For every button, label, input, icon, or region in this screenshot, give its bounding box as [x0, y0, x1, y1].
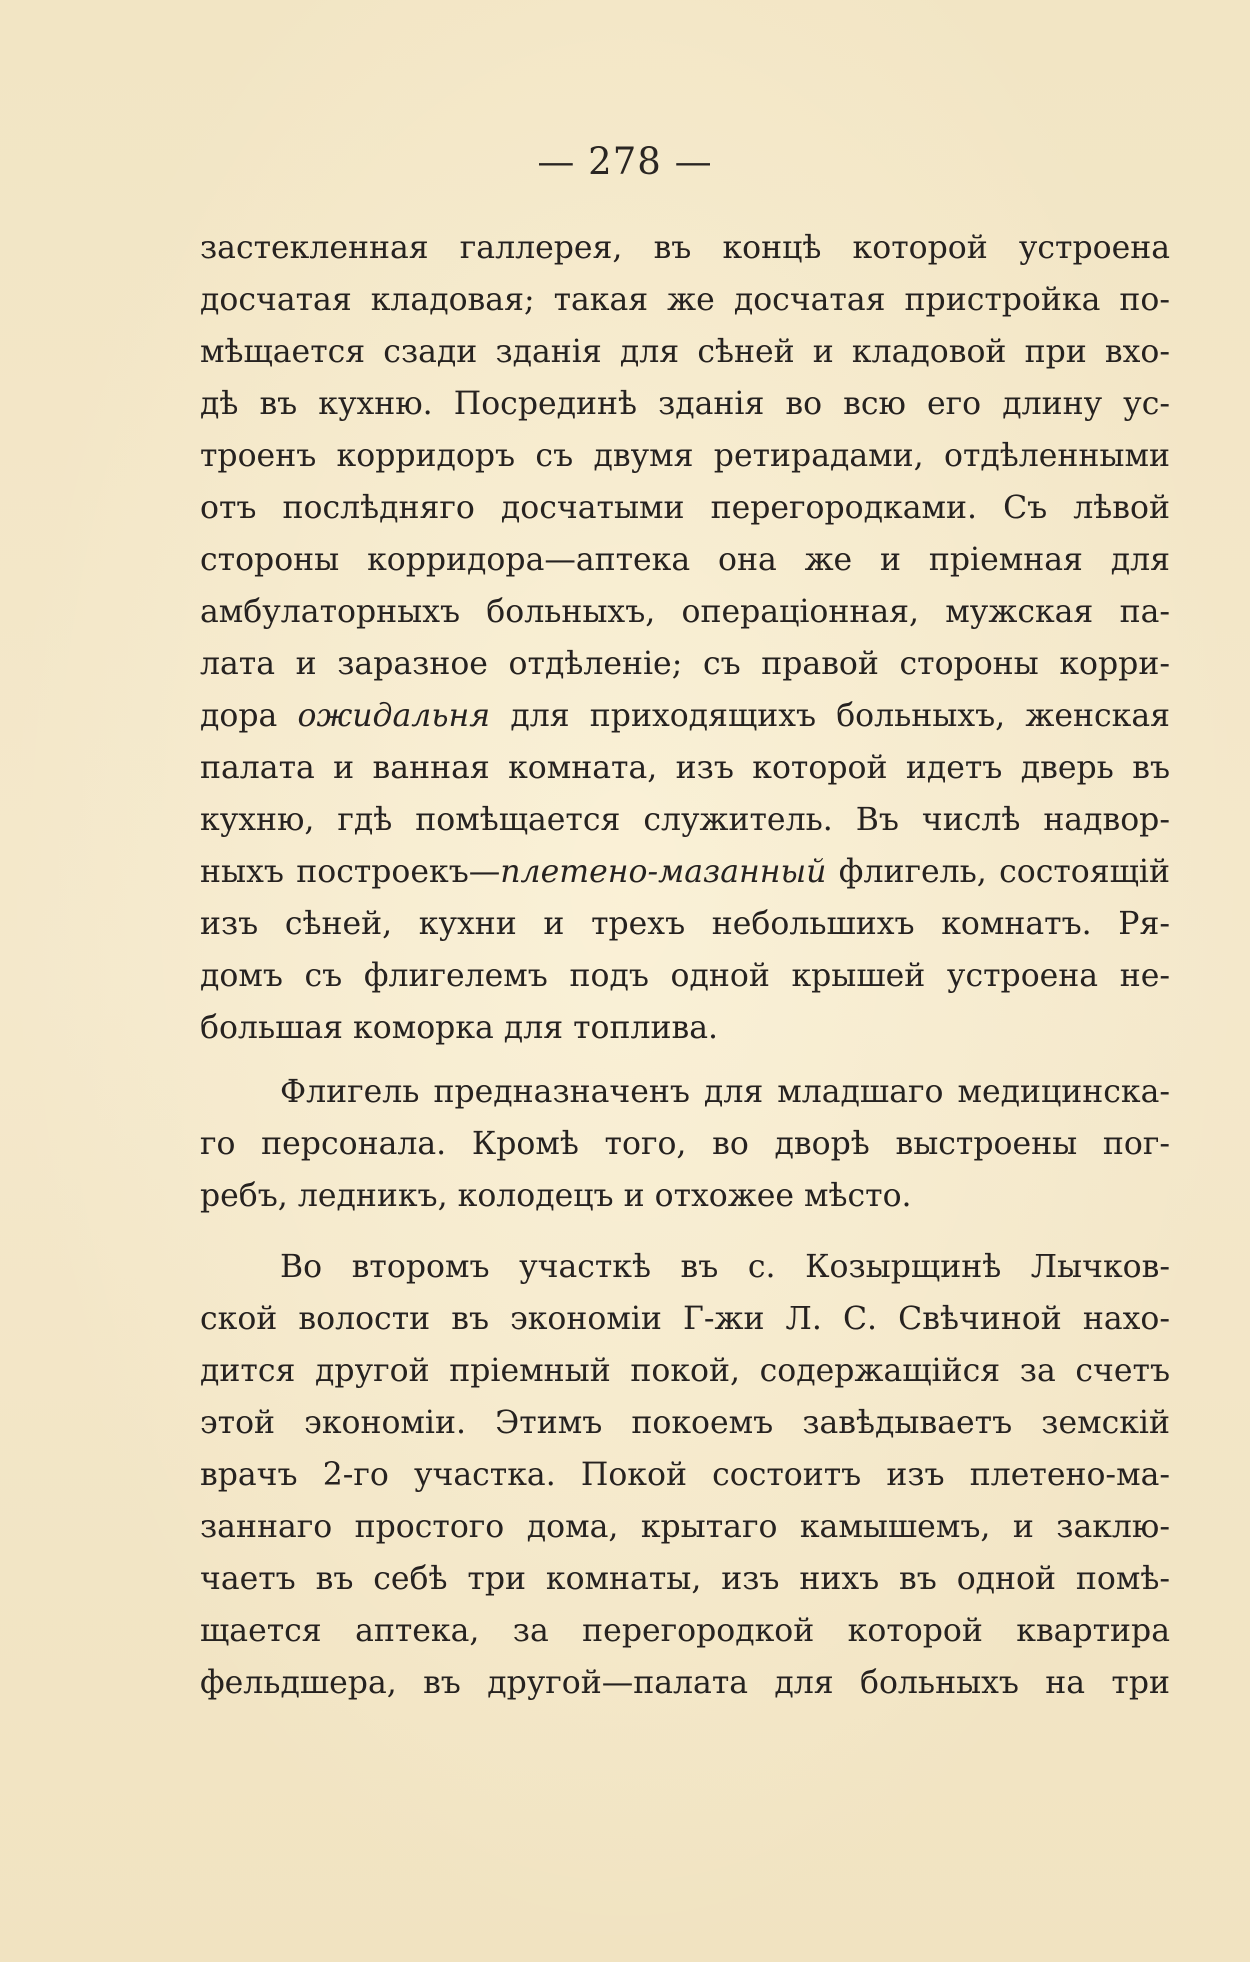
page-number: — 278 —	[537, 140, 713, 183]
text-segment: ныхъ построекъ—	[200, 854, 501, 890]
text-line: врачъ 2-го участка. Покой состоитъ изъ плетено-ма-	[200, 1457, 1170, 1493]
text-line: Флигель предназначенъ для младшаго медицинска-	[280, 1074, 1170, 1110]
italic-term: ожидальня	[297, 698, 491, 734]
text-segment: флигель, состоящій	[826, 854, 1170, 890]
text-line: палата и ванная комната, изъ которой идетъ дверь въ	[200, 750, 1170, 786]
text-line: амбулаторныхъ больныхъ, операціонная, мужская па-	[200, 594, 1170, 630]
italic-term: плетено-мазанный	[500, 854, 827, 890]
text-line: чаетъ въ себѣ три комнаты, изъ нихъ въ одной помѣ-	[200, 1561, 1170, 1597]
text-line: го персонала. Кромѣ того, во дворѣ выстроены пог-	[200, 1126, 1170, 1162]
text-segment: дора	[200, 698, 298, 734]
text-line: большая коморка для топлива.	[200, 1010, 719, 1046]
text-line: ребъ, ледникъ, колодецъ и отхожее мѣсто.	[200, 1178, 912, 1214]
text-line: мѣщается сзади зданія для сѣней и кладовой при вхо-	[200, 334, 1170, 370]
paragraph-1	[200, 222, 1170, 1054]
text-line: заннаго простого дома, крытаго камышемъ, и заклю-	[200, 1509, 1170, 1545]
paragraph-2	[200, 1066, 1170, 1222]
text-segment: для приходящихъ больныхъ, женская	[490, 698, 1170, 734]
text-line: фельдшера, въ другой—палата для больныхъ на три	[200, 1665, 1170, 1701]
text-line: щается аптека, за перегородкой которой квартира	[200, 1613, 1170, 1649]
text-line-with-italic	[200, 846, 1170, 898]
text-line: Во второмъ участкѣ въ с. Козырщинѣ Лычков-	[280, 1249, 1170, 1285]
text-line: дѣ въ кухню. Посрединѣ зданія во всю его длину ус-	[200, 386, 1170, 422]
text-line: лата и заразное отдѣленіе; съ правой стороны корри-	[200, 646, 1170, 682]
text-line: досчатая кладовая; такая же досчатая пристройка по-	[200, 282, 1170, 318]
text-line: троенъ корридоръ съ двумя ретирадами, отдѣленными	[200, 438, 1170, 474]
text-line: дится другой пріемный покой, содержащійся за счетъ	[200, 1353, 1170, 1389]
text-line: кухню, гдѣ помѣщается служитель. Въ числѣ надвор-	[200, 802, 1170, 838]
text-line: этой экономіи. Этимъ покоемъ завѣдываетъ земскій	[200, 1405, 1170, 1441]
text-line: домъ съ флигелемъ подъ одной крышей устроена не-	[200, 958, 1170, 994]
text-line: изъ сѣней, кухни и трехъ небольшихъ комнатъ. Ря-	[200, 906, 1170, 942]
text-line: ской волости въ экономіи Г-жи Л. С. Свѣчиной нахо-	[200, 1301, 1170, 1337]
text-line: стороны корридора—аптека она же и пріемная для	[200, 542, 1170, 578]
text-line: застекленная галлерея, въ концѣ которой устроена	[200, 230, 1170, 266]
text-line: отъ послѣдняго досчатыми перегородками. Съ лѣвой	[200, 490, 1170, 526]
text-line-with-italic	[200, 690, 1170, 742]
paragraph-3	[200, 1241, 1170, 1709]
